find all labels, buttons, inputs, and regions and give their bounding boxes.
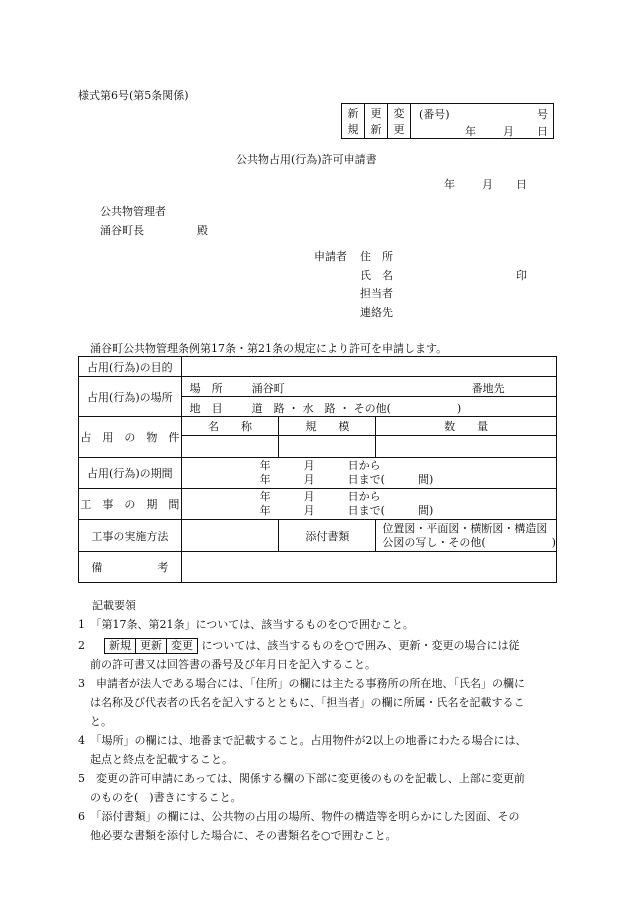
new-cell bbox=[342, 104, 365, 139]
period-to: 年 月 日まで( 間) bbox=[259, 473, 434, 486]
intro-text: 涌谷町公共物管理条例第17条・第21条の規定により許可を申請します。 bbox=[90, 342, 448, 355]
note-4: 4 「場所」の欄には、地番まで記載すること。占用物件が2以上の地番にわたる場合には、 bbox=[78, 734, 527, 747]
note-6: 6 「添付書類」の欄には、公共物の占用の場所、物件の構造等を明らかにした図面、その bbox=[78, 810, 520, 823]
period-label: 占用(行為)の期間 bbox=[79, 458, 182, 489]
note-3-cont1: は名称及び代表者の氏名を記入するとともに、「担当者」の欄に所属・氏名を記載するこ bbox=[90, 696, 525, 709]
page-title: 公共物占用(行為)許可申請書 bbox=[236, 153, 377, 166]
change-top: 変 bbox=[393, 107, 405, 120]
work-period-value[interactable] bbox=[181, 489, 556, 520]
work-period-label: 工 事 の 期 間 bbox=[79, 489, 182, 520]
renew-cell bbox=[365, 104, 388, 139]
note-3-cont2: と。 bbox=[90, 715, 112, 728]
change-cell bbox=[388, 104, 411, 139]
applicant-contact: 連絡先 bbox=[360, 306, 393, 319]
land-label: 地 目 bbox=[189, 402, 223, 415]
location-label: 占用(行為)の場所 bbox=[79, 377, 182, 417]
applicant-seal: 印 bbox=[516, 269, 527, 282]
kind-box bbox=[341, 103, 554, 139]
number-suffix: 号 bbox=[537, 108, 548, 121]
date-day: 日 bbox=[516, 178, 527, 191]
number-month: 月 bbox=[503, 125, 514, 138]
application-table bbox=[78, 356, 557, 583]
col-qty-header: 数 量 bbox=[376, 417, 557, 436]
property-qty-value[interactable] bbox=[376, 436, 557, 458]
note-2-box-change: 変更 bbox=[167, 638, 198, 654]
remarks-label: 備 考 bbox=[79, 552, 182, 583]
note-2-box-renew: 更新 bbox=[136, 638, 167, 654]
attach-line1: 位置図・平面図・横断図・構造図 bbox=[382, 521, 548, 535]
place-suffix: 番地先 bbox=[471, 382, 505, 395]
note-2 bbox=[78, 636, 527, 655]
addressee-line2: 涌谷町長 bbox=[100, 224, 144, 237]
remarks-value[interactable] bbox=[181, 552, 556, 583]
purpose-value[interactable] bbox=[181, 357, 556, 377]
change-bottom: 更 bbox=[393, 123, 405, 136]
renew-bottom: 新 bbox=[370, 123, 382, 136]
note-4-cont: 起点と終点を記載すること。 bbox=[90, 753, 233, 766]
number-cell bbox=[411, 104, 554, 139]
applicant-name: 氏 名 bbox=[360, 269, 393, 282]
form-number: 様式第6号(第5条関係) bbox=[78, 89, 189, 102]
number-day: 日 bbox=[537, 125, 548, 138]
land-row[interactable] bbox=[181, 397, 556, 417]
property-name-value[interactable] bbox=[181, 436, 279, 458]
property-scale-value[interactable] bbox=[279, 436, 376, 458]
new-top: 新 bbox=[347, 107, 359, 120]
date-year: 年 bbox=[444, 178, 455, 191]
note-2-box-new: 新規 bbox=[104, 638, 136, 654]
place-town: 涌谷町 bbox=[251, 382, 285, 395]
purpose-label: 占用(行為)の目的 bbox=[79, 357, 182, 377]
method-label: 工事の実施方法 bbox=[79, 520, 182, 552]
addressee-honorific: 殿 bbox=[197, 224, 208, 237]
notes-heading: 記載要領 bbox=[92, 599, 136, 612]
note-2-cont: 前の許可書又は回答書の番号及び年月日を記入すること。 bbox=[90, 658, 376, 671]
land-options: 道 路 ・ 水 路 ・ その他( ) bbox=[251, 402, 462, 415]
note-3: 3 申請者が法人である場合には、「住所」の欄には主たる事務所の所在地、「氏名」の欄に bbox=[78, 677, 525, 690]
work-from: 年 月 日から bbox=[259, 490, 381, 503]
period-value[interactable] bbox=[181, 458, 556, 489]
addressee-line1: 公共物管理者 bbox=[100, 205, 166, 218]
attach-line2: 公図の写し・その他( ) bbox=[382, 535, 556, 549]
notes-section bbox=[78, 596, 527, 845]
note-1: 1 「第17条、第21条」については、該当するものを○で囲むこと。 bbox=[78, 618, 414, 631]
date-month: 月 bbox=[482, 178, 493, 191]
new-bottom: 規 bbox=[347, 123, 359, 136]
property-label: 占 用 の 物 件 bbox=[79, 417, 182, 458]
place-label: 場 所 bbox=[189, 382, 223, 395]
attach-list[interactable] bbox=[376, 520, 557, 552]
note-5: 5 変更の許可申請にあっては、関係する欄の下部に変更後のものを記載し、上部に変更前 bbox=[78, 772, 525, 785]
applicant-address: 住 所 bbox=[360, 250, 393, 263]
number-label: (番号) bbox=[419, 108, 450, 121]
applicant-label: 申請者 bbox=[314, 250, 347, 263]
note-5-cont: のものを( )書きにすること。 bbox=[90, 791, 242, 804]
col-scale-header: 規 模 bbox=[279, 417, 376, 436]
method-value[interactable] bbox=[181, 520, 279, 552]
work-to: 年 月 日まで( 間) bbox=[259, 504, 434, 517]
place-row[interactable] bbox=[181, 377, 556, 397]
note-2-number: 2 bbox=[78, 639, 85, 652]
col-name-header: 名 称 bbox=[181, 417, 279, 436]
applicant-person: 担当者 bbox=[360, 287, 393, 300]
number-year: 年 bbox=[465, 125, 476, 138]
note-6-cont: 他必要な書類を添付した場合に、その書類名を○で囲むこと。 bbox=[90, 829, 397, 842]
period-from: 年 月 日から bbox=[259, 459, 381, 472]
attach-label: 添付書類 bbox=[279, 520, 376, 552]
note-2-text: については、該当するものを○で囲み、更新・変更の場合には従 bbox=[201, 639, 520, 652]
renew-top: 更 bbox=[370, 107, 382, 120]
